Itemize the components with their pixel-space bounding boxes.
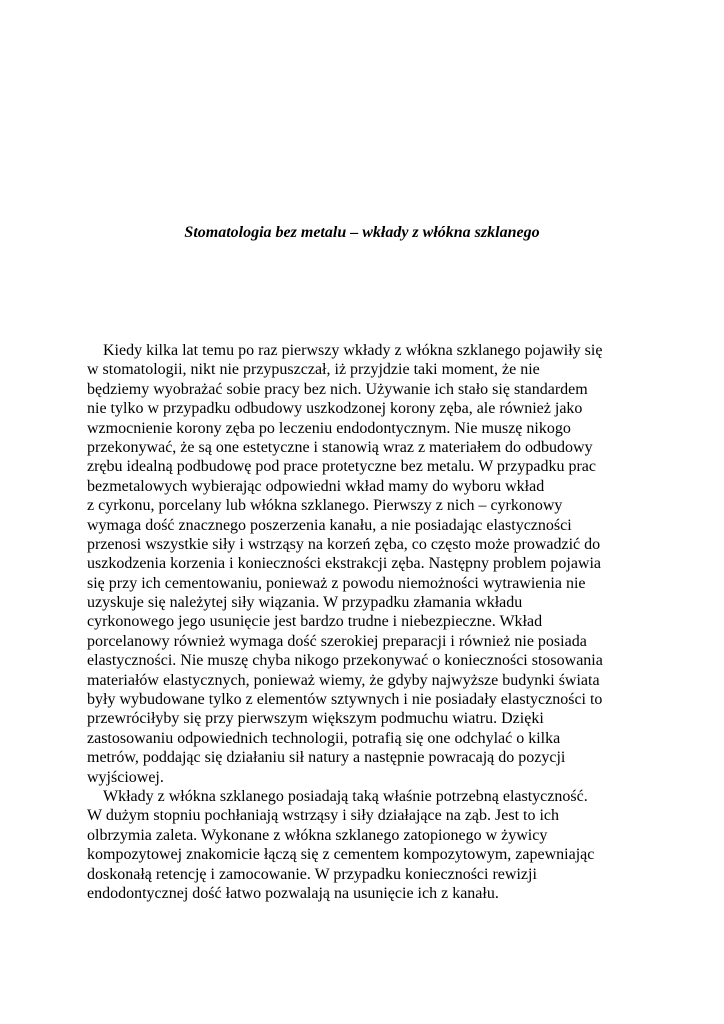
text-line: z cyrkonu, porcelany lub włókna szklanego. Pierwszy z nich – cyrkonowy bbox=[87, 497, 563, 515]
text-line: uzyskuje się należytej siły wiązania. W przypadku złamania wkładu bbox=[87, 594, 523, 612]
document-title: Stomatologia bez metalu – wkłady z włókna szklanego bbox=[184, 224, 540, 241]
text-line: zrębu idealną podbudowę pod prace protetyczne bez metalu. W przypadku prac bbox=[87, 458, 596, 476]
paragraph-2 bbox=[87, 787, 643, 903]
text-line: W dużym stopniu pochłaniają wstrząsy i siły działające na ząb. Jest to ich bbox=[87, 807, 560, 825]
paragraph-1 bbox=[87, 341, 643, 787]
text-line: uszkodzenia korzenia i konieczności ekstrakcji zęba. Następny problem pojawia bbox=[87, 555, 602, 573]
text-line: wyjściowej. bbox=[87, 768, 164, 786]
text-line: w stomatologii, nikt nie przypuszczał, iż przyjdzie taki moment, że nie bbox=[87, 361, 540, 379]
text-line: metrów, poddając się działaniu sił natury a następnie powracają do pozycji bbox=[87, 749, 566, 767]
text-line: zastosowaniu odpowiednich technologii, potrafią się one odchylać o kilka bbox=[87, 729, 561, 747]
text-line: się przy ich cementowaniu, ponieważ z powodu niemożności wytrawienia nie bbox=[87, 574, 586, 592]
text-line: porcelanowy również wymaga dość szerokiej preparacji i również nie posiada bbox=[87, 632, 587, 650]
text-line: będziemy wyobrażać sobie pracy bez nich. Używanie ich stało się standardem bbox=[87, 380, 588, 398]
text-line: bezmetalowych wybierając odpowiedni wkład mamy do wyboru wkład bbox=[87, 477, 545, 495]
text-line: endodontycznej dość łatwo pozwalają na usunięcie ich z kanału. bbox=[87, 884, 499, 902]
text-line: kompozytowej znakomicie łączą się z cementem kompozytowym, zapewniając bbox=[87, 846, 595, 864]
text-line: cyrkonowego jego usunięcie jest bardzo trudne i niebezpieczne. Wkład bbox=[87, 613, 543, 631]
document-body bbox=[87, 341, 643, 903]
text-line: wymaga dość znacznego poszerzenia kanału, a nie posiadając elastyczności bbox=[87, 516, 572, 534]
text-line: wzmocnienie korony zęba po leczeniu endodontycznym. Nie muszę nikogo bbox=[87, 419, 571, 437]
text-line: przenosi wszystkie siły i wstrząsy na korzeń zęba, co często może prowadzić do bbox=[87, 535, 601, 553]
text-line: elastyczności. Nie muszę chyba nikogo przekonywać o konieczności stosowania bbox=[87, 652, 603, 670]
text-line: doskonałą retencję i zamocowanie. W przypadku konieczności rewizji bbox=[87, 865, 537, 883]
text-line: Wkłady z włókna szklanego posiadają taką właśnie potrzebną elastyczność. bbox=[103, 787, 588, 805]
text-line: Kiedy kilka lat temu po raz pierwszy wkłady z włókna szklanego pojawiły się bbox=[103, 342, 603, 359]
text-line: olbrzymia zaleta. Wykonane z włókna szklanego zatopionego w żywicy bbox=[87, 826, 548, 844]
text-line: przekonywać, że są one estetyczne i stanowią wraz z materiałem do odbudowy bbox=[87, 438, 593, 456]
text-line: przewróciłyby się przy pierwszym większym podmuchu wiatru. Dzięki bbox=[87, 710, 544, 728]
text-line: były wybudowane tylko z elementów sztywnych i nie posiadały elastyczności to bbox=[87, 691, 603, 709]
text-line: materiałów elastycznych, ponieważ wiemy, że gdyby najwyższe budynki świata bbox=[87, 671, 600, 689]
text-line: nie tylko w przypadku odbudowy uszkodzonej korony zęba, ale również jako bbox=[87, 400, 583, 418]
